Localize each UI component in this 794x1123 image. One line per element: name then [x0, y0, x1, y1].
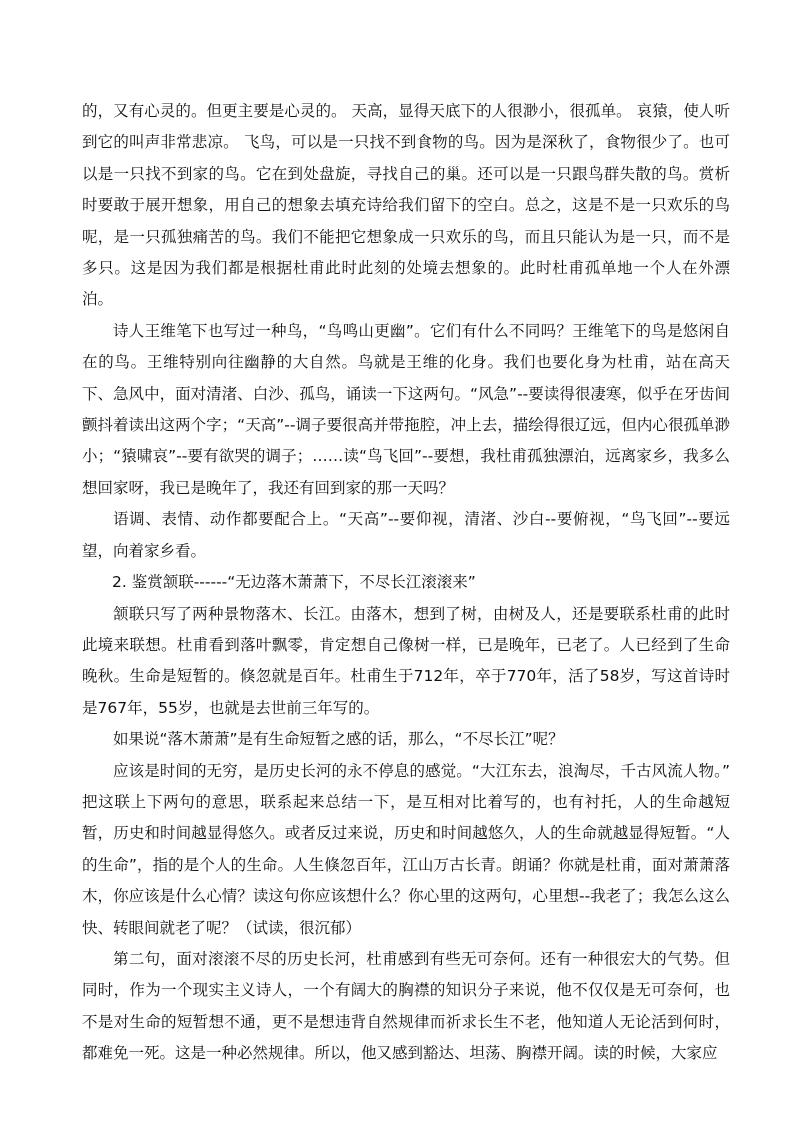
paragraph-7: 应该是时间的无穷，是历史长河的永不停息的感觉。“大江东去，浪淘尽，千古风流人物。” 把这联上下两句的意思，联系起来总结一下，是互相对比着写的，也有衬托，人的生命越短暂，历史和时间越显得悠久。或者反过来说，历史和时间越悠久，人的生命就越显得短暂。“人的生命”，指的是个人的生命。人生倏忽百年，江山万古长青。朗诵？你就是杜甫，面对萧萧落木，你应该是什么心情？读这句你应该想什么？你心里的这两句，心里想--我老了；我怎么这么快、转眼间就老了呢？（试读，很沉郁） — [82, 761, 730, 937]
paragraph-2: 诗人王维笔下也写过一种鸟，“鸟鸣山更幽”。它们有什么不同吗？王维笔下的鸟是悠闲自在的鸟。王维特别向往幽静的大自然。鸟就是王维的化身。我们也要化身为杜甫，站在高天下、急风中，面对清渚、白沙、孤鸟，诵读一下这两句。“风急”--要读得很凄寒，似乎在牙齿间颤抖着读出这两个字；“天高”--调子要很高并带拖腔，冲上去，描绘得很辽远，但内心很孤单渺小；“猿啸哀”--要有欲哭的调子；……读“鸟飞回”--要想，我杜甫孤独漂泊，远离家乡，我多么想回家呀，我已是晚年了，我还有回到家的那一天吗？ — [82, 321, 730, 497]
paragraph-5: 颔联只写了两种景物落木、长江。由落木，想到了树，由树及人，还是要联系杜甫的此时此境来联想。杜甫看到落叶飘零，肯定想自己像树一样，已是晚年，已老了。人已经到了生命晚秋。生命是短暂的。倏忽就是百年。杜甫生于712年，卒于770年，活了58岁，写这首诗时是767年，55岁，也就是去世前三年写的。 — [82, 604, 730, 717]
paragraph-1: 的，又有心灵的。但更主要是心灵的。 天高，显得天底下的人很渺小，很孤单。 哀猿，使人听到它的叫声非常悲凉。 飞鸟，可以是一只找不到食物的鸟。因为是深秋了，食物很少了。也可以是一只找不到家的鸟。它在到处盘旋，寻找自己的巢。还可以是一只跟鸟群失散的鸟。赏析时要敢于展开想象，用自己的想象去填充诗给我们留下的空白。总之，这是不是一只欢乐的鸟呢，是一只孤独痛苦的鸟。我们不能把它想象成一只欢乐的鸟，而且只能认为是一只，而不是多只。这是因为我们都是根据杜甫此时此刻的处境去想象的。此时杜甫孤单地一个人在外漂泊。 — [82, 102, 730, 309]
paragraph-6: 如果说“落木萧萧”是有生命短暂之感的话，那么，“不尽长江”呢？ — [113, 730, 564, 749]
section-heading: 2. 鉴赏颔联------“无边落木萧萧下，不尽长江滚滚来” — [112, 573, 476, 592]
paragraph-3: 语调、表情、动作都要配合上。“天高”--要仰视，清渚、沙白--要俯视，“鸟飞回”--要远望，向着家乡看。 — [82, 510, 730, 560]
paragraph-8: 第二句，面对滚滚不尽的历史长河，杜甫感到有些无可奈何。还有一种很宏大的气势。但同时，作为一个现实主义诗人，一个有阔大的胸襟的知识分子来说，他不仅仅是无可奈何，也不是对生命的短暂想不通，更不是想违背自然规律而祈求长生不老，他知道人无论活到何时，都难免一死。这是一种必然规律。所以，他又感到豁达、坦荡、胸襟开阔。读的时候，大家应 — [82, 949, 730, 1063]
